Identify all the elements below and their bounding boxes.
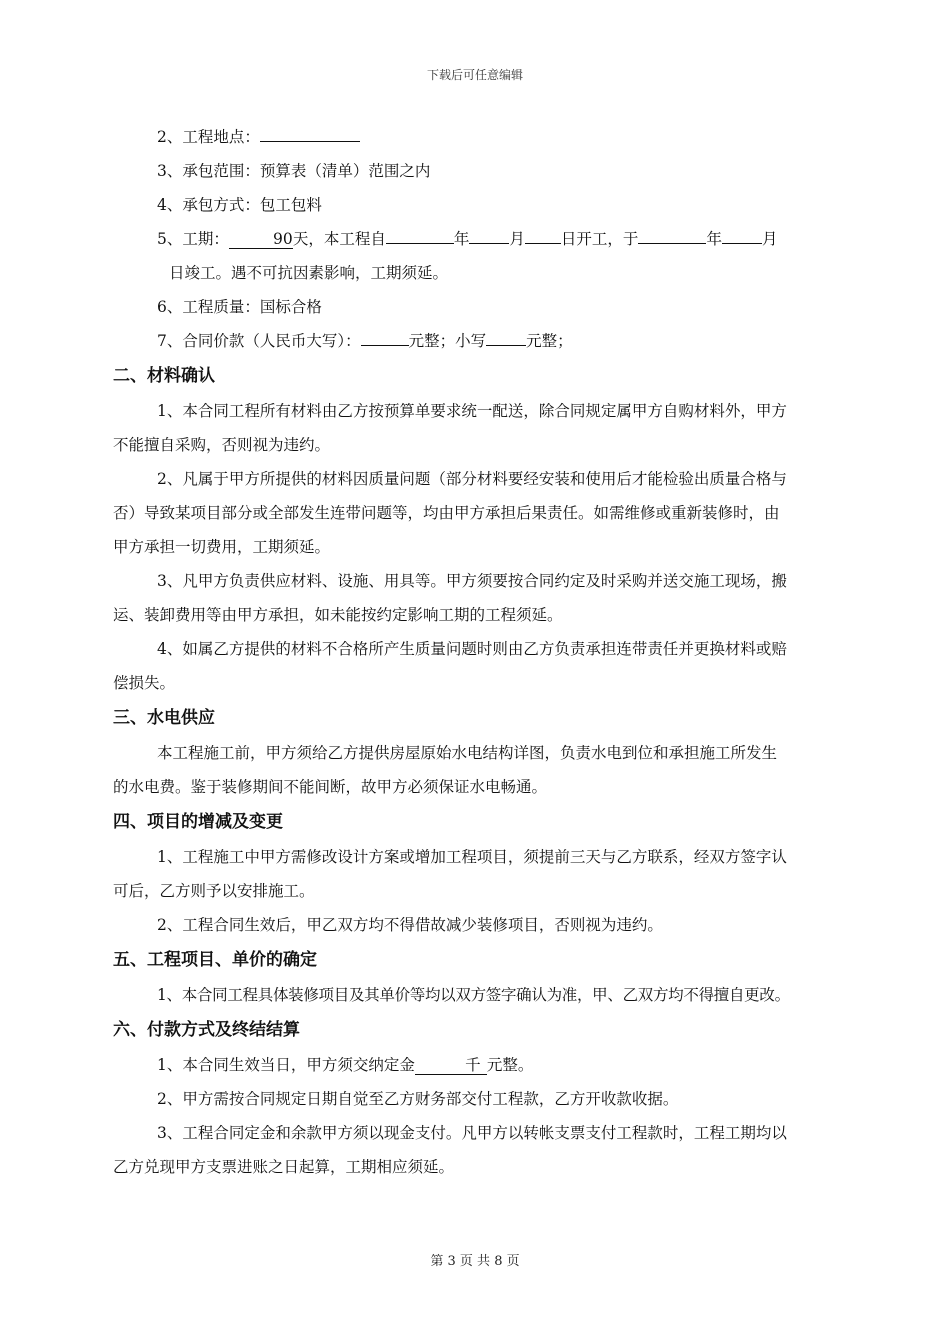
item-price: 7、合同价款（人民币大写）： 元整；小写 元整；: [157, 332, 573, 350]
document-body: [113, 120, 843, 1184]
page-footer: 第 3 页 共 8 页: [430, 1254, 520, 1269]
start-day-blank: [525, 243, 561, 244]
item-duration: 5、工期： 90天，本工程自 年 月 日开工，于 年 月: [157, 230, 778, 248]
item-duration-cont: 日竣工。遇不可抗因素影响，工期须延。: [169, 264, 449, 282]
item-method: 4、承包方式：包工包料: [157, 196, 322, 214]
section-utilities-title: 三、水电供应: [113, 708, 215, 728]
section-materials-title: 二、材料确认: [113, 366, 215, 386]
page-header: 下载后可任意编辑: [426, 68, 523, 82]
price-lower-blank: [486, 345, 526, 346]
payment-p1: 1、本合同生效当日，甲方须交纳定金 千 元整。: [157, 1056, 534, 1074]
location-blank: [260, 141, 360, 142]
utilities-p1-line1: 本工程施工前，甲方须给乙方提供房屋原始水电结构详图，负责水电到位和承担施工所发生: [157, 744, 778, 762]
pricing-p1: 1、本合同工程具体装修项目及其单价等均以双方签字确认为准，甲、乙双方均不得擅自更改。: [157, 986, 790, 1004]
changes-p2: 2、工程合同生效后，甲乙双方均不得借故减少装修项目，否则视为违约。: [157, 916, 663, 934]
materials-p1-line1: 1、本合同工程所有材料由乙方按预算单要求统一配送，除合同规定属甲方自购材料外，甲方: [157, 402, 787, 420]
item-scope: 3、承包范围：预算表（清单）范围之内: [157, 162, 431, 180]
changes-p1-line1: 1、工程施工中甲方需修改设计方案或增加工程项目，须提前三天与乙方联系，经双方签字认: [157, 848, 787, 866]
materials-p2-line3: 甲方承担一切费用，工期须延。: [113, 538, 331, 556]
materials-p4-line2: 偿损失。: [113, 674, 176, 692]
price-upper-blank: [361, 345, 409, 346]
materials-p2-line2: 否）导致某项目部分或全部发生连带问题等，均由甲方承担后果责任。如需维修或重新装修时，由: [113, 504, 780, 522]
duration-days-blank: 90: [229, 230, 293, 249]
payment-p3-line1: 3、工程合同定金和余款甲方须以现金支付。凡甲方以转帐支票支付工程款时，工程工期均以: [157, 1124, 787, 1142]
changes-p1-line2: 可后，乙方则予以安排施工。: [113, 882, 315, 900]
materials-p1-line2: 不能擅自采购，否则视为违约。: [113, 436, 331, 454]
materials-p3-line2: 运、装卸费用等由甲方承担，如未能按约定影响工期的工程须延。: [113, 606, 563, 624]
start-month-blank: [469, 243, 509, 244]
utilities-p1-line2: 的水电费。鉴于装修期间不能间断，故甲方必须保证水电畅通。: [113, 778, 548, 796]
item-location: 2、工程地点：: [113, 120, 843, 154]
materials-p2-line1: 2、凡属于甲方所提供的材料因质量问题（部分材料要经安装和使用后才能检验出质量合格与: [157, 470, 787, 488]
end-month-blank: [722, 243, 762, 244]
section-payment-title: 六、付款方式及终结结算: [113, 1020, 300, 1040]
payment-p3-line2: 乙方兑现甲方支票进账之日起算，工期相应须延。: [113, 1158, 455, 1176]
section-changes-title: 四、项目的增减及变更: [113, 812, 283, 832]
start-year-blank: [386, 243, 454, 244]
materials-p3-line1: 3、凡甲方负责供应材料、设施、用具等。甲方须要按合同约定及时采购并送交施工现场，搬: [157, 572, 787, 590]
payment-p2: 2、甲方需按合同规定日期自觉至乙方财务部交付工程款，乙方开收款收据。: [157, 1090, 679, 1108]
deposit-blank: 千: [415, 1056, 487, 1075]
end-year-blank: [638, 243, 706, 244]
materials-p4-line1: 4、如属乙方提供的材料不合格所产生质量问题时则由乙方负责承担连带责任并更换材料或赔: [157, 640, 787, 658]
item-quality: 6、工程质量：国标合格: [157, 298, 322, 316]
section-pricing-title: 五、工程项目、单价的确定: [113, 950, 317, 970]
